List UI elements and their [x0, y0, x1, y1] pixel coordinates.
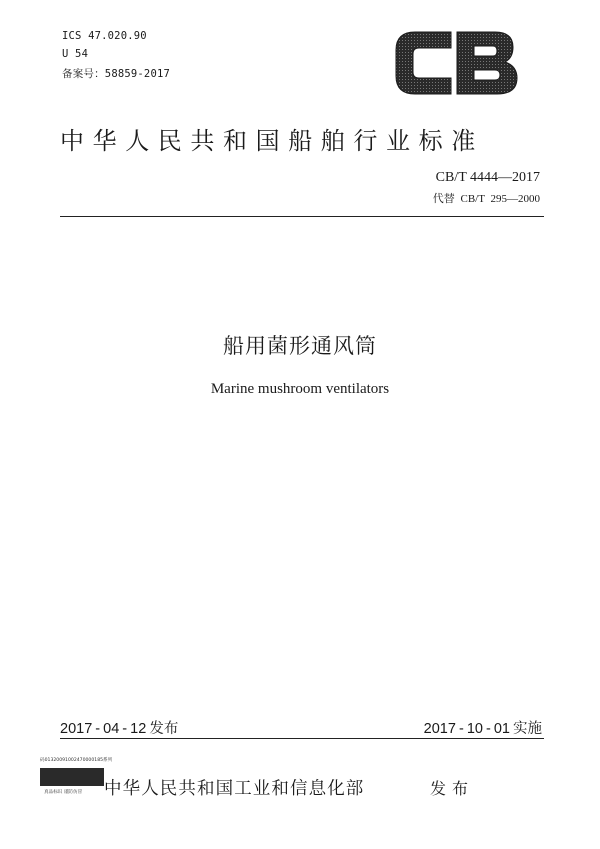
footer-divider: [60, 738, 544, 739]
replaces-standard: 代替 CB/T 295—2000: [432, 193, 540, 205]
issuing-authority: 中华人民共和国工业和信息化部: [104, 779, 365, 799]
stamp-serial-text: 码01320091002470000185系列: [40, 758, 113, 763]
standard-category-title: 中华人民共和国船舶行业标准: [60, 127, 484, 155]
stamp-caption-text: 真品标识 谨防仿冒: [44, 790, 83, 795]
cb-logo-icon: [393, 28, 521, 98]
authentication-stamp-icon: [40, 768, 104, 786]
ics-code: ICS 47.020.90: [62, 30, 147, 42]
document-title-en: Marine mushroom ventilators: [210, 381, 390, 397]
ccs-code: U 54: [62, 48, 89, 60]
standard-number: CB/T 4444—2017: [435, 170, 540, 185]
filing-number: 备案号：58859-2017: [62, 68, 171, 80]
document-title-cn: 船用菌形通风筒: [223, 334, 377, 358]
implementation-date: 2017 - 10 - 01 实施: [423, 721, 542, 737]
issue-date: 2017 - 04 - 12 发布: [60, 721, 179, 737]
publish-label: 发布: [430, 779, 475, 798]
header-divider: [60, 216, 544, 217]
